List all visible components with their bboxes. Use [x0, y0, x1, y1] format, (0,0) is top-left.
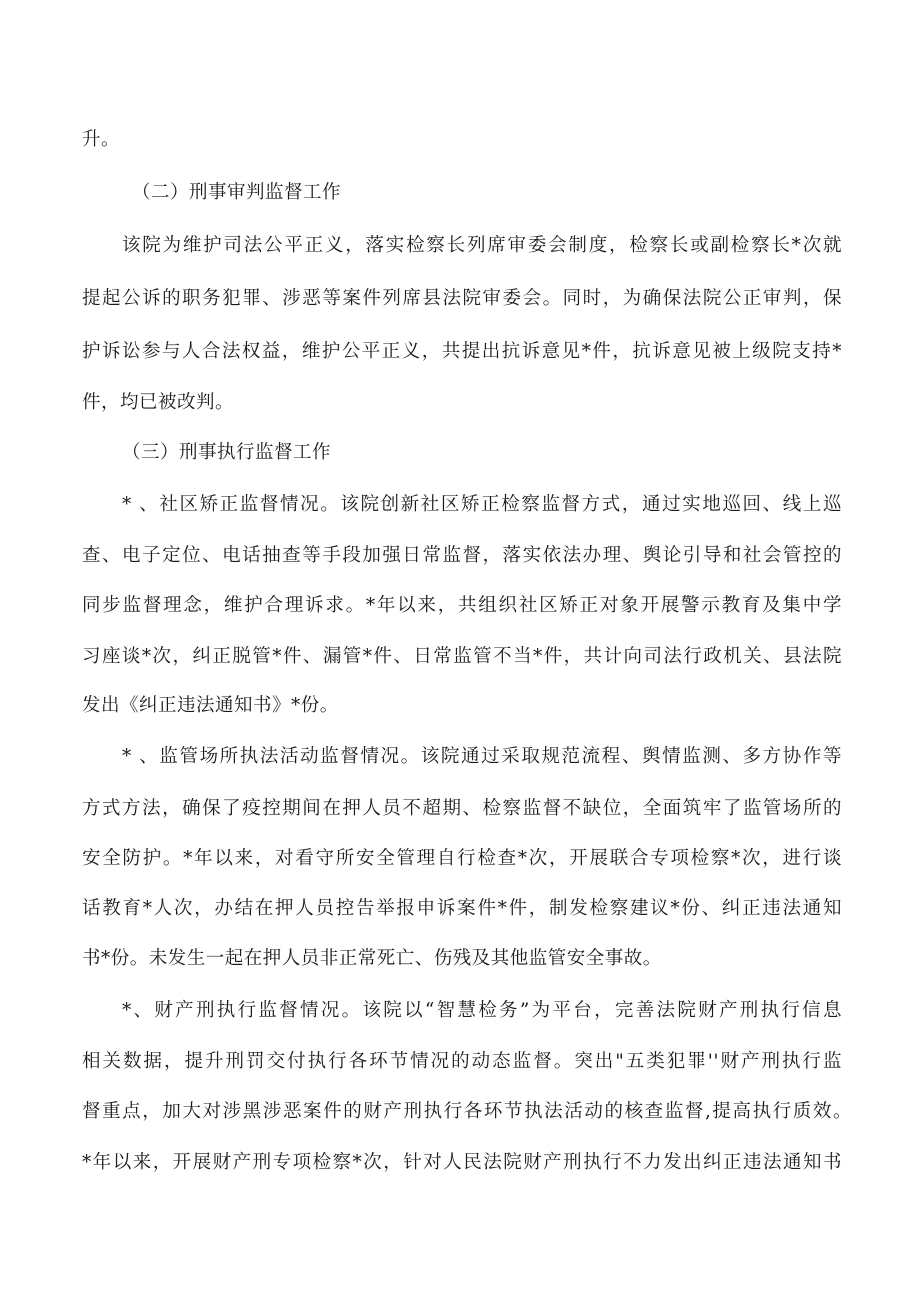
text-line: 该院为维护司法公平正义，落实检察长列席审委会制度，检察长或副检察长*次就 [122, 235, 842, 256]
section-heading: （二）刑事审判监督工作 [132, 182, 342, 203]
text-line: 安全防护。*年以来，对看守所安全管理自行检查*次，开展联合专项检察*次，进行谈 [82, 848, 842, 869]
text-line: 提起公诉的职务犯罪、涉恶等案件列席县法院审委会。同时，为确保法院公正审判，保 [82, 288, 842, 309]
text-line: * 、监管场所执法活动监督情况。该院通过采取规范流程、舆情监测、多方协作等 [122, 746, 842, 767]
section-heading: （三）刑事执行监督工作 [122, 442, 332, 463]
text-line: 查、电子定位、电话抽查等手段加强日常监督，落实依法办理、舆论引导和社会管控的 [82, 545, 842, 566]
text-line: *、财产刑执行监督情况。该院以“智慧检务”为平台，完善法院财产刑执行信息 [122, 1000, 842, 1021]
text-line: 方式方法，确保了疫控期间在押人员不超期、检察监督不缺位，全面筑牢了监管场所的 [82, 798, 842, 819]
text-line: 书*份。未发生一起在押人员非正常死亡、伤残及其他监管安全事故。 [82, 948, 662, 969]
text-line: 件，均已被改判。 [82, 392, 235, 413]
text-line: 发出《纠正违法通知书》*份。 [82, 695, 339, 716]
text-line: *年以来，开展财产刑专项检察*次，针对人民法院财产刑执行不力发出纠正违法通知书 [82, 1152, 842, 1173]
text-line: 督重点，加大对涉黑涉恶案件的财产刑执行各环节执法活动的核查监督,提高执行质效。 [82, 1101, 852, 1122]
text-line: 同步监督理念，维护合理诉求。*年以来，共组织社区矫正对象开展警示教育及集中学 [82, 595, 842, 616]
text-line: * 、社区矫正监督情况。该院创新社区矫正检察监督方式，通过实地巡回、线上巡 [122, 494, 842, 515]
text-line: 习座谈*次，纠正脱管*件、漏管*件、日常监管不当*件，共计向司法行政机关、县法院 [82, 646, 842, 667]
text-line: 护诉讼参与人合法权益，维护公平正义，共提出抗诉意见*件，抗诉意见被上级院支持* [82, 341, 842, 362]
text-line: 相关数据，提升刑罚交付执行各环节情况的动态监督。突出"五类犯罪''财产刑执行监 [82, 1051, 842, 1072]
text-line: 升。 [82, 129, 121, 150]
text-line: 话教育*人次，办结在押人员控告举报申诉案件*件，制发检察建议*份、纠正违法通知 [82, 898, 842, 919]
